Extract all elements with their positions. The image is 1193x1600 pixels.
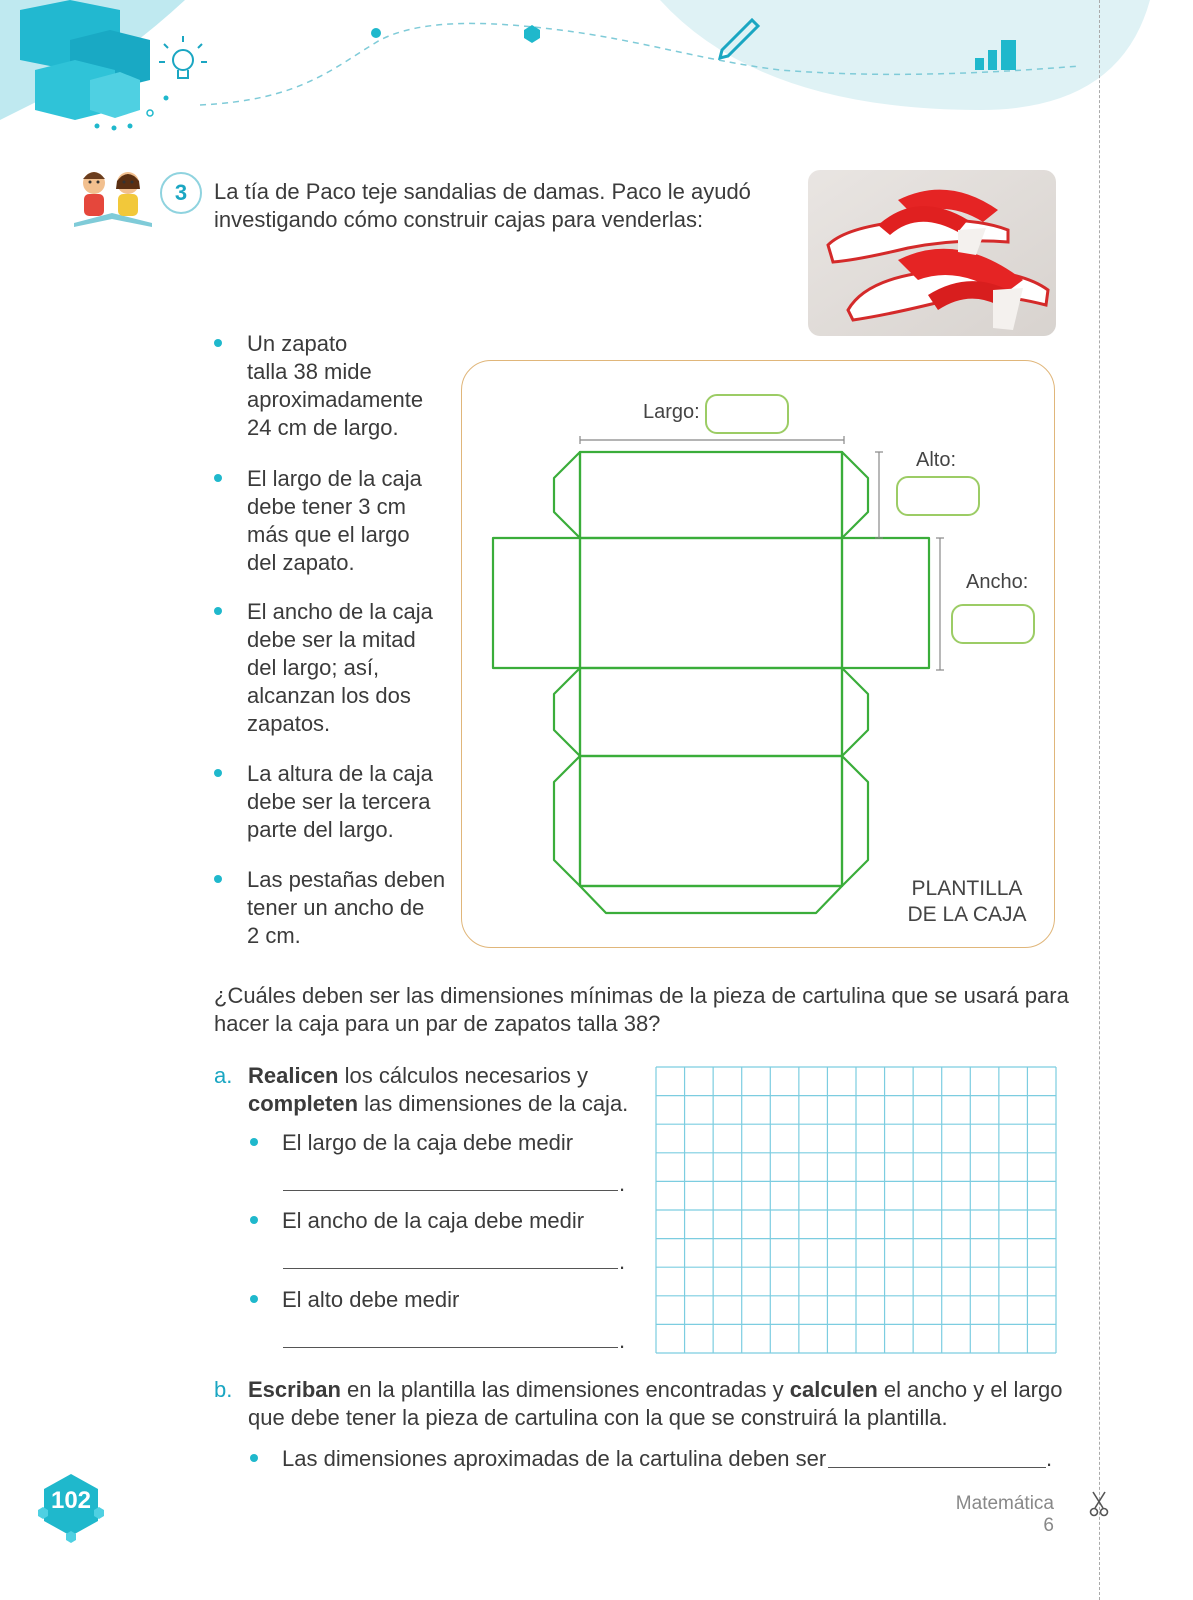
box-net-diagram — [461, 360, 1055, 948]
period: . — [1046, 1446, 1053, 1471]
book-title: Matemática 6 — [955, 1493, 1054, 1536]
alto-answer-line[interactable] — [283, 1347, 618, 1348]
rule-2: El largo de la caja debe tener 3 cm más que el largo del zapato. — [247, 466, 422, 575]
rule-3: El ancho de la caja debe ser la mitad del largo; así, alcanzan los dos zapatos. — [247, 599, 433, 736]
largo-answer-box[interactable] — [705, 394, 789, 434]
bullet — [214, 339, 222, 347]
part-a-letter: a. — [214, 1063, 233, 1088]
largo-answer-line[interactable] — [283, 1190, 618, 1191]
bullet — [250, 1295, 258, 1303]
part-b-item-1: Las dimensiones aproximadas de la cartulina deben ser — [282, 1446, 827, 1471]
rule-1: Un zapato talla 38 mide aproximadamente 24 cm de largo. — [247, 331, 424, 440]
cut-line — [1099, 0, 1100, 1600]
ancho-label: Ancho: — [966, 571, 1029, 593]
rule-4: La altura de la caja debe ser la tercera parte del largo. — [247, 761, 433, 842]
question-line-1: ¿Cuáles deben ser las dimensiones mínimas de la pieza de cartulina que se usará para — [214, 983, 1069, 1008]
part-a-instruction-2: completen las dimensiones de la caja. — [248, 1091, 629, 1116]
sandals-photo — [808, 170, 1056, 336]
part-a-item-2: El ancho de la caja debe medir — [282, 1208, 585, 1233]
period: . — [619, 1171, 626, 1196]
kids-reading-icon — [70, 165, 156, 231]
ancho-answer-box[interactable] — [951, 604, 1035, 644]
bullet — [250, 1216, 258, 1224]
template-caption: PLANTILLA DE LA CAJA — [907, 877, 1027, 926]
bullet — [250, 1454, 258, 1462]
bullet — [214, 769, 222, 777]
header-decoration — [0, 0, 1193, 150]
cartulina-answer-line[interactable] — [828, 1467, 1046, 1468]
period: . — [619, 1249, 626, 1274]
page-number: 102 — [50, 1487, 92, 1514]
bullet — [214, 474, 222, 482]
alto-answer-box[interactable] — [896, 476, 980, 516]
part-b-instruction-1: Escriban en la plantilla las dimensiones encontradas y calculen el ancho y el largo — [248, 1377, 1063, 1402]
problem-intro-line-1: La tía de Paco teje sandalias de damas. Paco le ayudó — [214, 179, 751, 204]
part-a-item-3: El alto debe medir — [282, 1287, 460, 1312]
problem-number-badge: 3 — [160, 172, 202, 214]
question-line-2: hacer la caja para un par de zapatos talla 38? — [214, 1011, 661, 1036]
bullet — [250, 1138, 258, 1146]
period: . — [619, 1328, 626, 1353]
part-a-item-1: El largo de la caja debe medir — [282, 1130, 574, 1155]
calculation-grid[interactable] — [655, 1066, 1057, 1354]
largo-label: Largo: — [643, 401, 700, 423]
bullet — [214, 607, 222, 615]
alto-label: Alto: — [916, 449, 957, 471]
rule-5: Las pestañas deben tener un ancho de 2 cm. — [247, 867, 446, 948]
part-b-letter: b. — [214, 1377, 233, 1402]
bullet — [214, 875, 222, 883]
scissors-icon — [1088, 1490, 1110, 1518]
lightbulb-icon — [159, 36, 207, 78]
part-b-instruction-2: que debe tener la pieza de cartulina con la que se construirá la plantilla. — [248, 1405, 948, 1430]
part-a-instruction-1: Realicen los cálculos necesarios y — [248, 1063, 588, 1088]
ancho-answer-line[interactable] — [283, 1268, 618, 1269]
problem-intro-line-2: investigando cómo construir cajas para venderlas: — [214, 207, 704, 232]
